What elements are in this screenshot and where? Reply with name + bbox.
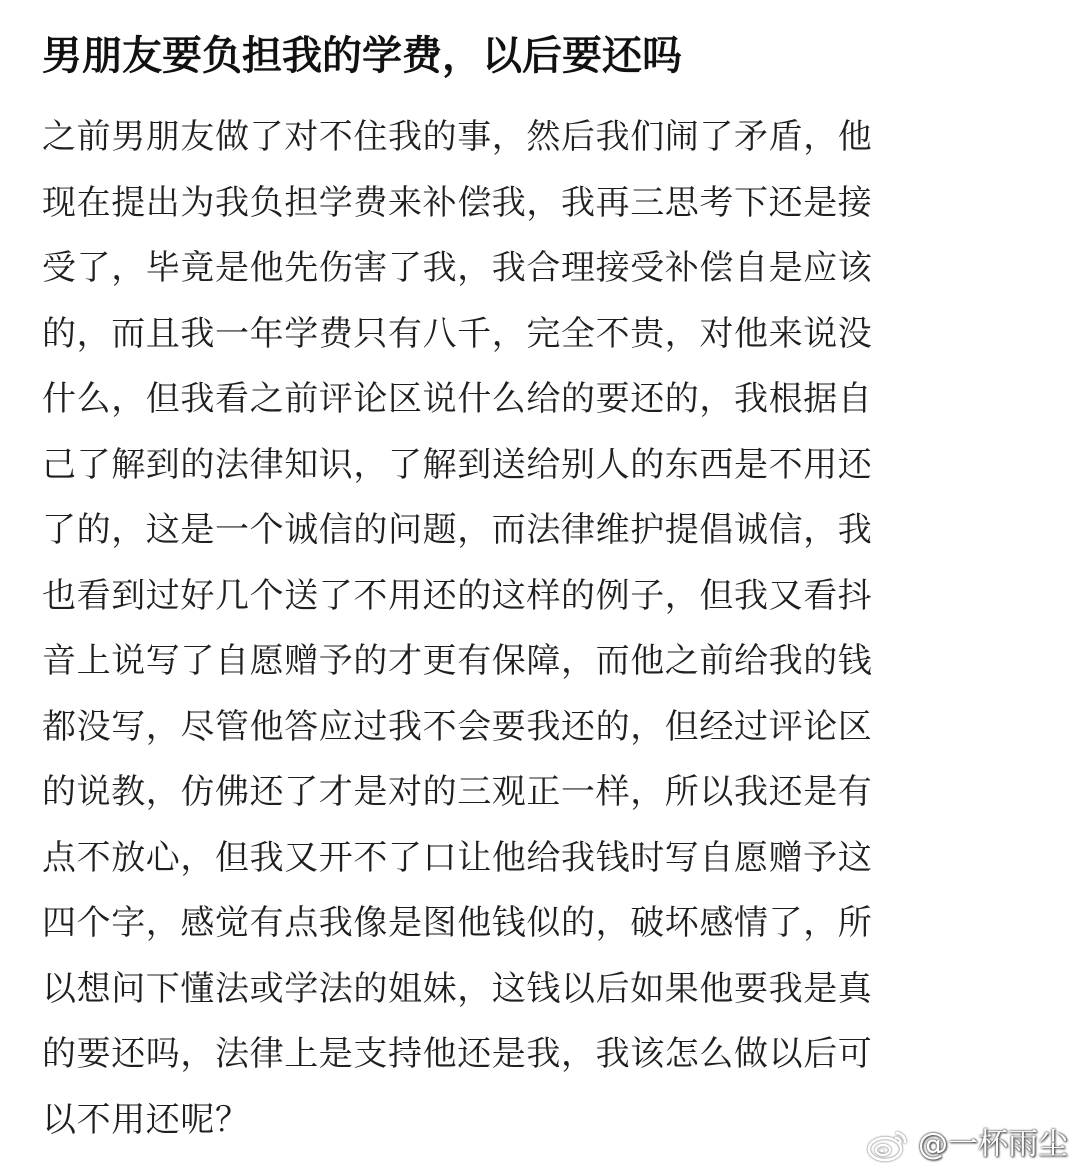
watermark-text: @一杯雨尘	[918, 1127, 1068, 1162]
body-line: 的说教，仿佛还了才是对的三观正一样，所以我还是有	[42, 772, 873, 812]
watermark	[866, 1125, 1068, 1165]
post-body	[42, 105, 1042, 1153]
body-line: 的要还吗，法律上是支持他还是我，我该怎么做以后可	[42, 1034, 873, 1074]
body-line: 的，而且我一年学费只有八千，完全不贵，对他来说没	[42, 313, 873, 354]
body-line: 己了解到的法律知识，了解到送给别人的东西是不用还	[42, 444, 873, 485]
body-line: 什么，但我看之前评论区说什么给的要还的，我根据自	[42, 379, 873, 419]
body-line: 点不放心，但我又开不了口让他给我钱时写自愿赠予这	[42, 837, 873, 878]
body-line: 以不用还呢？	[42, 1099, 250, 1140]
body-line: 之前男朋友做了对不住我的事，然后我们闹了矛盾，他	[42, 117, 873, 157]
body-line: 受了，毕竟是他先伤害了我，我合理接受补偿自是应该	[42, 248, 873, 288]
post-title: 男朋友要负担我的学费，以后要还吗	[42, 33, 682, 79]
body-line: 音上说写了自愿赠予的才更有保障，而他之前给我的钱	[42, 641, 873, 681]
body-line: 现在提出为我负担学费来补偿我，我再三思考下还是接	[42, 182, 873, 223]
body-line: 四个字，感觉有点我像是图他钱似的，破坏感情了，所	[42, 903, 873, 943]
body-line: 了的，这是一个诚信的问题，而法律维护提倡诚信，我	[42, 510, 873, 550]
post	[42, 0, 1042, 1153]
body-line: 都没写，尽管他答应过我不会要我还的，但经过评论区	[42, 706, 873, 747]
weibo-logo-icon	[866, 1127, 910, 1163]
body-line: 以想问下懂法或学法的姐妹，这钱以后如果他要我是真	[42, 968, 873, 1009]
body-line: 也看到过好几个送了不用还的这样的例子，但我又看抖	[42, 575, 873, 616]
